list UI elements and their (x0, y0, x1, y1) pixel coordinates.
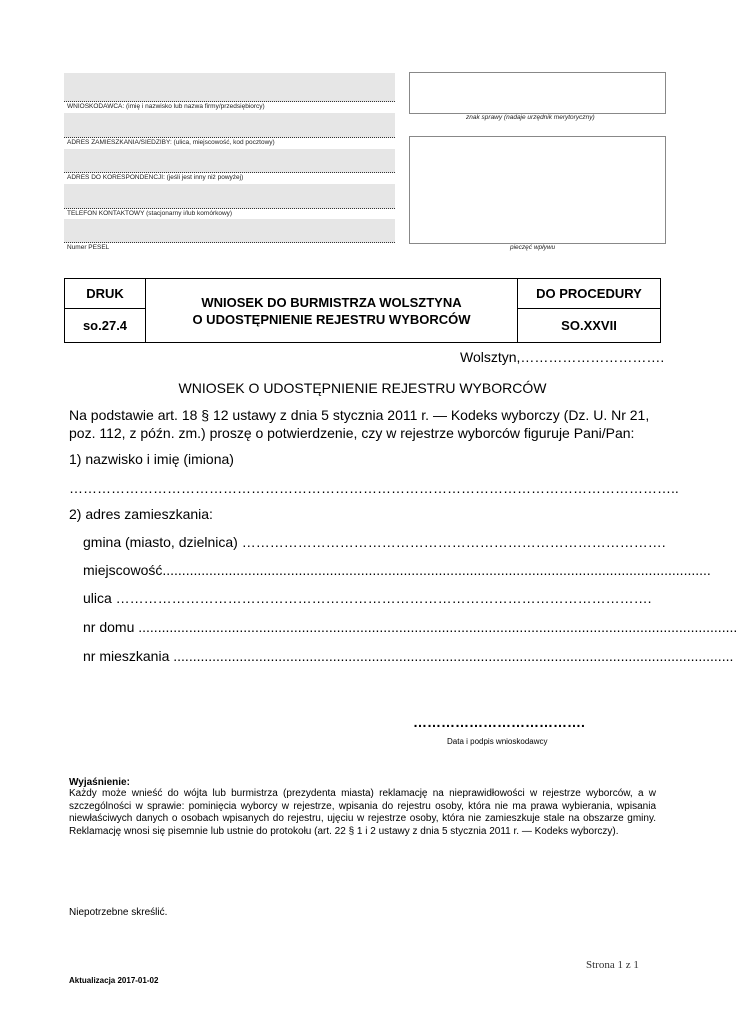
form-heading-line2: O UDOSTĘPNIENIE REJESTRU WYBORCÓW (192, 311, 471, 327)
explanation-text: Każdy może wnieść do wójta lub burmistrza (prezydenta miasta) reklamację na nieprawidłowości w rejestrze wyborców, a w szczególności w sprawie: pominięcia wyborcy w rejestrze, wpisania do rejestru osoby, która nie ma prawa wybierania, wpisania niewłaściwych danych o osobach wpisanych do rejestru, ujęciu w rejestrze osoby, która nie zamieszkuje stale na obszarze gminy. Reklamację wnosi się pisemnie lub ustnie do protokołu (art. 22 § 1 i 2 ustawy z dnia 5 stycznia 2011 r. — Kodeks wyborczy). (69, 788, 656, 837)
form-heading (146, 279, 518, 343)
applicant-name-label: WNIOSKODAWCA: (imię i nazwisko lub nazwa firmy/przedsiębiorcy) (67, 103, 265, 110)
intro-paragraph: Na podstawie art. 18 § 12 ustawy z dnia 5 stycznia 2011 r. — Kodeks wyborczy (Dz. U. Nr 21, poz. 112, z późn. zm.) proszę o potwierdzenie, czy w rejestrze wyborców figuruje Pani/Pan: (69, 407, 650, 441)
ulica-field[interactable]: ulica ……………………………………………………………………………………………………. (83, 590, 652, 606)
applicant-pesel-field[interactable] (64, 219, 395, 243)
miejscowosc-field[interactable]: miejscowość............................................................................................................................................. (83, 562, 711, 578)
signature-dots[interactable]: ………………………………. (413, 714, 585, 730)
page-number: Strona 1 z 1 (586, 959, 639, 971)
applicant-name-field[interactable] (64, 73, 395, 102)
strike-note: Niepotrzebne skreślić. (69, 907, 168, 918)
case-number-label: znak sprawy (nadaje urzędnik merytoryczny) (466, 114, 595, 121)
applicant-correspondence-field[interactable] (64, 149, 395, 173)
address-field-label: 2) adres zamieszkania: (69, 506, 213, 522)
signature-label: Data i podpis wnioskodawcy (447, 737, 548, 746)
applicant-phone-label: TELEFON KONTAKTOWY (stacjonarny i/lub komórkowy) (67, 210, 233, 217)
form-heading-line1: WNIOSEK DO BURMISTRZA WOLSZTYNA (201, 294, 462, 310)
applicant-pesel-label: Numer PESEL (67, 244, 110, 251)
form-title: WNIOSEK O UDOSTĘPNIENIE REJESTRU WYBORCÓW (178, 380, 547, 396)
druk-number: so.27.4 (65, 309, 146, 343)
procedure-number: SO.XXVII (518, 309, 661, 343)
nr-mieszkania-field[interactable]: nr mieszkania ................................................................................................................................................ (83, 648, 734, 664)
name-field-dots[interactable]: ………………………………………………………………………………………………………………….. (69, 480, 679, 496)
name-field-label: 1) nazwisko i imię (imiona) (69, 451, 234, 467)
druk-label: DRUK (65, 279, 146, 309)
intake-stamp-label: pieczęć wpływu (510, 244, 556, 251)
applicant-address-label: ADRES ZAMIESZKANIA/SIEDZIBY: (ulica, miejscowość, kod pocztowy) (67, 139, 275, 146)
update-date: Aktualizacja 2017-01-02 (69, 976, 159, 985)
applicant-correspondence-label: ADRES DO KORESPONDENCJI: (jeśli jest inny niż powyżej) (67, 174, 244, 181)
procedure-label: DO PROCEDURY (518, 279, 661, 309)
case-number-box[interactable] (409, 72, 666, 114)
form-header-table (64, 278, 661, 343)
place-date[interactable]: Wolsztyn,…………………………. (460, 349, 665, 365)
nr-domu-field[interactable]: nr domu .......................................................................................................................................................... (83, 619, 737, 635)
applicant-phone-field[interactable] (64, 184, 395, 209)
explanation-title: Wyjaśnienie: (69, 777, 130, 788)
intake-stamp-box (409, 136, 666, 244)
gmina-field[interactable]: gmina (miasto, dzielnica) ………………………………………………………………………………. (83, 534, 666, 550)
applicant-address-field[interactable] (64, 113, 395, 138)
